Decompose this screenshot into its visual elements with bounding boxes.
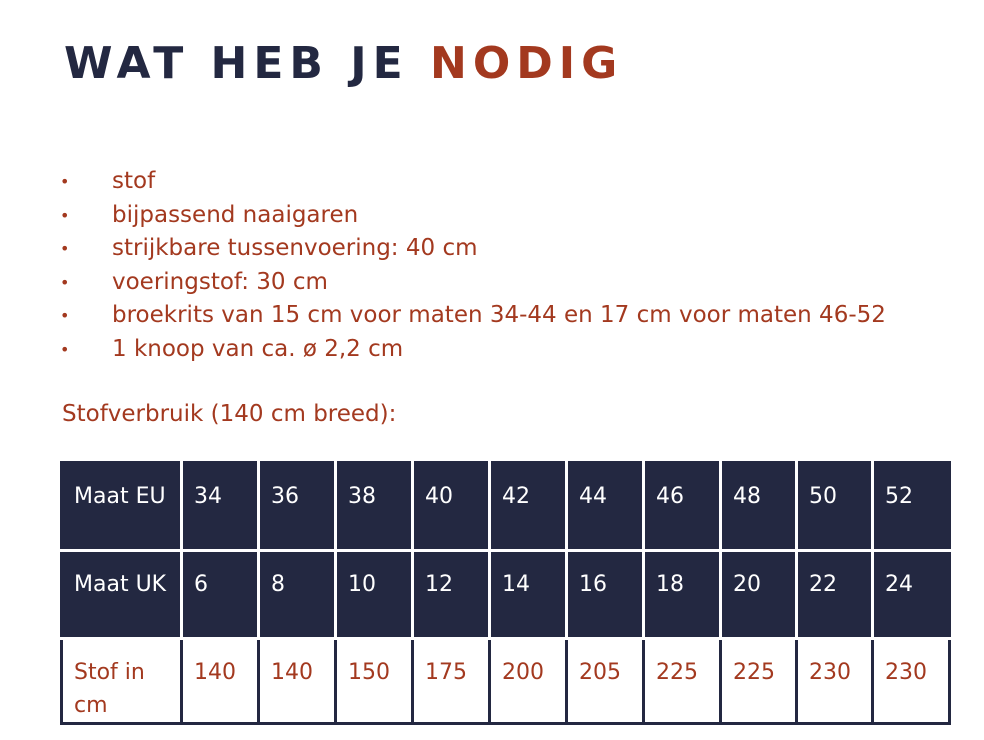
- table-cell: 6: [182, 551, 259, 639]
- list-item: [60, 299, 886, 333]
- table-cell: 22: [797, 551, 873, 639]
- bullet-icon: •: [60, 272, 70, 292]
- fabric-usage-heading: Stofverbruik (140 cm breed):: [62, 401, 397, 427]
- table-cell: 46: [644, 463, 721, 551]
- table-cell: 48: [721, 463, 797, 551]
- title-part-2: NODIG: [430, 38, 624, 89]
- table-cell: 205: [567, 639, 644, 724]
- table-cell: 38: [336, 463, 413, 551]
- table-cell: 44: [567, 463, 644, 551]
- table-cell: 12: [413, 551, 490, 639]
- table-cell: 8: [259, 551, 336, 639]
- table-cell: 20: [721, 551, 797, 639]
- list-item-text: 1 knoop van ca. ø 2,2 cm: [112, 335, 404, 362]
- table-cell: 36: [259, 463, 336, 551]
- title-part-1: WAT HEB JE: [64, 38, 431, 89]
- table-cell: 230: [873, 639, 950, 724]
- page-title: [64, 34, 623, 94]
- table-cell: 14: [490, 551, 567, 639]
- row-label: Maat UK: [62, 551, 182, 639]
- table-cell: 140: [182, 639, 259, 724]
- list-item-text: strijkbare tussenvoering: 40 cm: [112, 235, 478, 261]
- list-item: [60, 333, 886, 367]
- list-item: [60, 199, 886, 233]
- eu-size-row: [62, 463, 950, 551]
- table-cell: 16: [567, 551, 644, 639]
- bullet-icon: •: [60, 306, 70, 325]
- table-cell: 52: [873, 463, 950, 551]
- list-item-text: stof: [112, 168, 156, 194]
- table-cell: 225: [721, 639, 797, 724]
- row-label: Stof in cm: [62, 639, 182, 724]
- row-label: Maat EU: [62, 463, 182, 551]
- table-cell: 175: [413, 639, 490, 724]
- list-item: [60, 266, 886, 300]
- list-item: [60, 165, 886, 199]
- uk-size-row: [62, 551, 950, 639]
- list-item: [60, 232, 886, 266]
- table-cell: 225: [644, 639, 721, 724]
- materials-list: [60, 165, 886, 366]
- table-cell: 200: [490, 639, 567, 724]
- table-cell: 24: [873, 551, 950, 639]
- bullet-icon: •: [60, 339, 70, 359]
- bullet-icon: •: [60, 239, 70, 258]
- table-cell: 42: [490, 463, 567, 551]
- table-cell: 150: [336, 639, 413, 724]
- list-item-text: voeringstof: 30 cm: [112, 268, 328, 295]
- table-cell: 40: [413, 463, 490, 551]
- fabric-cm-row: [62, 639, 950, 724]
- bullet-icon: •: [60, 205, 70, 225]
- table-cell: 34: [182, 463, 259, 551]
- list-item-text: broekrits van 15 cm voor maten 34-44 en 17 cm voor maten 46-52: [112, 302, 886, 328]
- bullet-icon: •: [60, 172, 70, 191]
- size-table: [60, 461, 951, 725]
- table-cell: 140: [259, 639, 336, 724]
- list-item-text: bijpassend naaigaren: [112, 201, 359, 228]
- table-cell: 50: [797, 463, 873, 551]
- table-cell: 10: [336, 551, 413, 639]
- table-cell: 18: [644, 551, 721, 639]
- table-cell: 230: [797, 639, 873, 724]
